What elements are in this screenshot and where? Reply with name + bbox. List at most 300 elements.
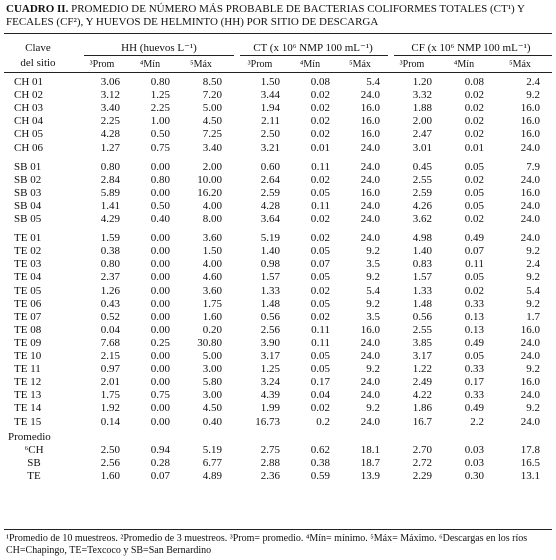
cf-max: 2.4 [526,76,540,88]
ct-min: 0.07 [310,258,330,271]
hh-min: 0.80 [150,173,170,186]
hh-min: 0.00 [150,284,170,297]
cf-prom: 2.70 [412,443,432,456]
cf-max: 16.0 [520,376,540,389]
hh-min: 0.50 [150,128,170,141]
site-code: TE 07 [14,310,42,323]
hh-min: 0.25 [150,336,170,349]
cf-max: 9.2 [526,271,540,284]
ct-prom: 2.59 [260,186,280,199]
cf-min: 0.17 [464,376,484,389]
hh-prom: 2.56 [100,456,120,469]
site-code: SB 02 [14,173,42,186]
hh-min: 0.00 [150,350,170,362]
hh-prom: 4.29 [100,213,120,225]
hh-min: 0.80 [150,76,170,88]
cf-max: 9.2 [526,363,540,376]
ct-max: 24.0 [360,160,380,173]
header-clave: Clave [25,42,51,54]
hh-max: 4.60 [202,271,222,284]
cf-min: 0.33 [464,389,484,402]
footnote: ¹Promedio de 10 muestreos. ²Promedio de 3 muestreos. ³Prom= promedio. ⁴Mín= mínimo. ⁵Máx= Máximo. ⁶Descargas en los ríos CH=Chapingo, TE=Texcoco y SB=San Bernardino [6,533,528,556]
site-code: SB [27,456,41,469]
hh-max: 3.00 [202,389,222,402]
ct-max: 18.1 [360,443,380,456]
ct-max: 24.0 [360,173,380,186]
hh-min: 0.00 [150,160,170,173]
hh-min: 0.00 [150,415,170,428]
site-code: CH 03 [14,102,44,115]
ct-prom: 1.57 [260,271,280,284]
ct-prom: 1.33 [260,284,280,297]
ct-prom: 3.44 [260,89,280,102]
ct-prom-header: ³Prom [247,59,273,70]
hh-prom: 4.28 [100,128,120,141]
hh-min: 0.00 [150,258,170,271]
hh-min: 0.00 [150,402,170,415]
header-cf: CF (x 10⁶ NMP 100 mL⁻¹) [411,42,531,54]
ct-min: 0.11 [311,160,330,173]
hh-prom: 2.84 [100,173,120,186]
ct-min: 0.59 [310,469,330,482]
hh-max: 3.60 [202,232,222,245]
hh-prom: 2.01 [100,376,120,389]
ct-max: 5.4 [366,284,380,297]
hh-min-header: ⁴Mín [139,59,161,70]
cf-min: 0.49 [464,232,484,245]
ct-max: 16.0 [360,186,380,199]
cf-max: 24.0 [520,336,540,349]
cf-prom: 1.57 [412,271,432,284]
ct-min: 0.05 [310,350,330,362]
hh-max: 4.00 [202,258,222,271]
hh-min: 0.94 [150,443,170,456]
hh-prom: 0.52 [100,310,120,323]
hh-max: 1.60 [202,310,222,323]
hh-max: 2.00 [202,160,222,173]
hh-prom-header: ³Prom [89,59,115,70]
cf-max: 2.4 [526,258,540,271]
hh-prom: 1.92 [100,402,120,415]
cf-min: 0.08 [464,76,484,88]
hh-prom: 0.43 [100,297,120,310]
cf-min: 0.30 [464,469,484,482]
cf-prom: 3.01 [412,141,432,154]
cf-min: 0.02 [464,213,484,225]
hh-prom: 0.80 [100,160,120,173]
ct-max: 24.0 [360,376,380,389]
hh-min: 0.00 [150,245,170,258]
ct-min: 0.02 [310,89,330,102]
ct-prom: 3.90 [260,336,280,349]
ct-max: 24.0 [360,199,380,212]
ct-rule [240,55,388,56]
ct-prom: 0.56 [260,310,280,323]
hh-max: 5.19 [202,443,222,456]
ct-min: 0.05 [310,186,330,199]
hh-max: 3.40 [202,141,222,154]
site-code: TE 08 [14,323,42,336]
ct-max: 9.2 [366,271,380,284]
hh-max: 7.25 [202,128,222,141]
cf-min: 0.05 [464,199,484,212]
cf-max: 24.0 [520,173,540,186]
ct-prom: 4.39 [260,389,280,402]
hh-min: 0.00 [150,232,170,245]
ct-prom: 2.75 [260,443,280,456]
cf-min: 0.05 [464,350,484,362]
cf-min: 0.05 [464,271,484,284]
cf-prom: 2.00 [412,115,432,128]
site-code: TE [27,469,41,482]
ct-max: 9.2 [366,297,380,310]
hh-prom: 2.37 [100,271,120,284]
hh-max: 4.50 [202,115,222,128]
ct-max: 9.2 [366,402,380,415]
hh-prom: 3.06 [100,76,120,88]
site-code: SB 05 [14,213,42,225]
ct-max: 9.2 [366,245,380,258]
ct-prom: 1.40 [260,245,280,258]
cf-max: 9.2 [526,402,540,415]
ct-min: 0.11 [311,323,330,336]
cf-prom: 16.7 [412,415,432,428]
ct-max: 24.0 [360,232,380,245]
hh-prom: 1.75 [100,389,120,402]
site-code: CH 06 [14,141,44,154]
ct-max: 13.9 [360,469,380,482]
hh-max: 4.89 [202,469,222,482]
promedio-label: Promedio [8,430,51,443]
cf-max: 7.9 [526,160,540,173]
site-code: CH 02 [14,89,44,102]
hh-prom: 1.60 [100,469,120,482]
ct-prom: 1.99 [260,402,280,415]
header-hh: HH (huevos L⁻¹) [121,42,197,54]
cf-prom: 0.45 [412,160,432,173]
header-clave-2: del sitio [20,57,56,69]
ct-min: 0.01 [310,141,330,154]
site-code: TE 09 [14,336,42,349]
hh-max: 3.60 [202,284,222,297]
hh-prom: 0.14 [100,415,120,428]
hh-min: 0.00 [150,271,170,284]
cf-prom: 3.17 [412,350,432,362]
hh-prom: 5.89 [100,186,120,199]
cf-min-header: ⁴Mín [453,59,475,70]
cf-max: 9.2 [526,245,540,258]
cf-max: 24.0 [520,199,540,212]
caption-label: CUADRO II. [6,3,69,15]
hh-min: 0.75 [150,389,170,402]
cf-prom: 3.62 [412,213,432,225]
cf-prom: 1.88 [412,102,432,115]
hh-min: 0.00 [150,376,170,389]
ct-prom: 3.24 [260,376,280,389]
ct-max: 5.4 [366,76,380,88]
cf-min: 0.33 [464,363,484,376]
ct-prom: 3.64 [260,213,280,225]
cf-prom: 0.83 [412,258,432,271]
ct-max-header: ⁵Máx [349,59,371,70]
hh-max: 5.00 [202,102,222,115]
cf-rule [394,55,552,56]
ct-max: 24.0 [360,89,380,102]
ct-max: 16.0 [360,128,380,141]
hh-max: 5.80 [202,376,222,389]
ct-min: 0.02 [310,102,330,115]
cf-prom: 1.22 [412,363,432,376]
hh-prom: 3.12 [100,89,120,102]
cf-min: 0.02 [464,115,484,128]
cf-prom: 0.56 [412,310,432,323]
site-code: TE 12 [14,376,42,389]
hh-max: 5.00 [202,350,222,362]
site-code: TE 10 [14,350,42,362]
cf-prom: 4.98 [412,232,432,245]
cf-max: 16.0 [520,102,540,115]
site-code: TE 03 [14,258,42,271]
cf-max: 24.0 [520,141,540,154]
ct-max: 24.0 [360,389,380,402]
cf-prom: 3.32 [412,89,432,102]
ct-prom: 0.98 [260,258,280,271]
cf-min: 0.02 [464,284,484,297]
hh-prom: 1.59 [100,232,120,245]
cf-prom: 2.55 [412,173,432,186]
site-code: TE 01 [14,232,42,245]
table-caption [6,3,550,29]
site-code: TE 02 [14,245,42,258]
hh-min: 0.50 [150,199,170,212]
ct-prom: 1.48 [260,297,280,310]
cf-max: 24.0 [520,389,540,402]
cf-prom: 1.40 [412,245,432,258]
hh-max: 0.20 [202,323,222,336]
cf-max: 24.0 [520,213,540,225]
ct-prom: 2.56 [260,323,280,336]
hh-max: 3.00 [202,363,222,376]
hh-max: 1.50 [202,245,222,258]
cf-min: 0.33 [464,297,484,310]
cf-prom: 4.26 [412,199,432,212]
cf-max: 17.8 [520,443,540,456]
hh-min: 0.00 [150,297,170,310]
ct-max: 16.0 [360,323,380,336]
ct-min: 0.05 [310,297,330,310]
hh-min: 0.07 [150,469,170,482]
hh-max-header: ⁵Máx [190,59,212,70]
hh-prom: 3.40 [100,102,120,115]
ct-min: 0.05 [310,363,330,376]
hh-min: 2.25 [150,102,170,115]
ct-min: 0.11 [311,336,330,349]
hh-min: 0.40 [150,213,170,225]
hh-prom: 2.25 [100,115,120,128]
cf-max: 16.0 [520,186,540,199]
site-code: CH 04 [14,115,44,128]
ct-min: 0.02 [310,284,330,297]
ct-min: 0.02 [310,128,330,141]
hh-max: 6.77 [202,456,222,469]
ct-max: 9.2 [366,363,380,376]
hh-min: 0.75 [150,141,170,154]
hh-min: 0.00 [150,186,170,199]
hh-max: 4.00 [202,199,222,212]
hh-prom: 1.41 [100,199,120,212]
ct-max: 3.5 [366,310,380,323]
ct-min: 0.05 [310,245,330,258]
ct-min: 0.02 [310,213,330,225]
ct-prom: 2.36 [260,469,280,482]
hh-min: 0.28 [150,456,170,469]
hh-prom: 7.68 [100,336,120,349]
site-code: TE 14 [14,402,42,415]
ct-min: 0.02 [310,402,330,415]
ct-max: 16.0 [360,102,380,115]
site-code: TE 11 [14,363,41,376]
hh-prom: 2.50 [100,443,120,456]
cf-prom: 1.33 [412,284,432,297]
site-code: TE 13 [14,389,42,402]
ct-min: 0.17 [310,376,330,389]
cf-prom: 2.29 [412,469,432,482]
hh-prom: 1.26 [100,284,120,297]
ct-max: 18.7 [360,456,380,469]
hh-max: 8.00 [202,213,222,225]
cf-prom: 2.59 [412,186,432,199]
cf-min: 0.07 [464,245,484,258]
hh-min: 1.00 [150,115,170,128]
ct-max: 24.0 [360,350,380,362]
hh-min: 0.00 [150,323,170,336]
hh-max: 7.20 [202,89,222,102]
hh-max: 4.50 [202,402,222,415]
cf-min: 0.05 [464,160,484,173]
ct-max: 16.0 [360,115,380,128]
ct-min: 0.62 [310,443,330,456]
cf-max: 24.0 [520,350,540,362]
site-code: SB 03 [14,186,42,199]
cf-min: 0.02 [464,89,484,102]
site-code: SB 04 [14,199,42,212]
cf-max: 16.5 [520,456,540,469]
hh-max: 8.50 [202,76,222,88]
cf-min: 0.02 [464,128,484,141]
cf-max: 9.2 [526,89,540,102]
top-rule [4,33,552,34]
ct-min: 0.08 [310,76,330,88]
site-code: ⁶CH [24,443,44,456]
site-code: TE 15 [14,415,42,428]
caption-text: PROMEDIO DE NÚMERO MÁS PROBABLE DE BACTERIAS COLIFORMES TOTALES (CT¹) Y FECALES (CF²), Y HUEVOS DE HELMINTO (HH) POR SITIO DE DESCARGA [6,3,525,28]
ct-prom: 0.60 [260,160,280,173]
ct-prom: 3.21 [260,141,280,154]
ct-max: 24.0 [360,336,380,349]
cf-max: 24.0 [520,415,540,428]
hh-max: 0.40 [202,415,222,428]
ct-prom: 5.19 [260,232,280,245]
ct-prom: 1.94 [260,102,280,115]
cf-min: 0.03 [464,443,484,456]
cf-min: 0.11 [465,258,484,271]
hh-max: 16.20 [197,186,222,199]
ct-prom: 2.64 [260,173,280,186]
ct-min: 0.02 [310,310,330,323]
hh-min: 1.25 [150,89,170,102]
ct-prom: 2.88 [260,456,280,469]
cf-prom: 1.20 [412,76,432,88]
ct-min: 0.02 [310,232,330,245]
ct-max: 3.5 [366,258,380,271]
hh-prom: 0.04 [100,323,120,336]
hh-rule [84,55,234,56]
ct-prom: 3.17 [260,350,280,362]
hh-max: 30.80 [197,336,222,349]
ct-max: 24.0 [360,415,380,428]
cf-min: 0.03 [464,456,484,469]
cf-max: 16.0 [520,323,540,336]
ct-min: 0.11 [311,199,330,212]
cf-max: 1.7 [526,310,540,323]
cf-prom: 3.85 [412,336,432,349]
ct-min: 0.04 [310,389,330,402]
ct-min: 0.2 [316,415,330,428]
ct-prom: 1.50 [260,76,280,88]
cf-min: 0.02 [464,173,484,186]
cf-prom-header: ³Prom [399,59,425,70]
cf-min: 0.49 [464,402,484,415]
ct-min: 0.38 [310,456,330,469]
cf-min: 0.13 [464,310,484,323]
cf-prom: 2.72 [412,456,432,469]
site-code: CH 01 [14,76,44,88]
cf-max: 9.2 [526,297,540,310]
cf-min: 0.05 [464,186,484,199]
ct-prom: 1.25 [260,363,280,376]
ct-min: 0.02 [310,115,330,128]
ct-max: 24.0 [360,141,380,154]
hh-prom: 2.15 [100,350,120,362]
cf-prom: 2.49 [412,376,432,389]
cf-prom: 2.47 [412,128,432,141]
cf-min: 0.49 [464,336,484,349]
ct-min: 0.02 [310,173,330,186]
header-rule [4,72,552,73]
cf-min: 0.02 [464,102,484,115]
hh-prom: 0.97 [100,363,120,376]
cf-min: 2.2 [470,415,484,428]
cf-max-header: ⁵Máx [509,59,531,70]
hh-max: 10.00 [197,173,222,186]
header-ct: CT (x 10⁶ NMP 100 mL⁻¹) [253,42,373,54]
ct-prom: 16.73 [255,415,280,428]
site-code: TE 04 [14,271,42,284]
cf-max: 24.0 [520,232,540,245]
site-code: SB 01 [14,160,42,173]
ct-min: 0.05 [310,271,330,284]
ct-max: 24.0 [360,213,380,225]
cf-max: 13.1 [520,469,540,482]
ct-prom: 4.28 [260,199,280,212]
ct-min-header: ⁴Mín [299,59,321,70]
cf-max: 16.0 [520,115,540,128]
cf-min: 0.01 [464,141,484,154]
cf-max: 5.4 [526,284,540,297]
ct-prom: 2.11 [261,115,280,128]
site-code: TE 05 [14,284,42,297]
hh-min: 0.00 [150,310,170,323]
